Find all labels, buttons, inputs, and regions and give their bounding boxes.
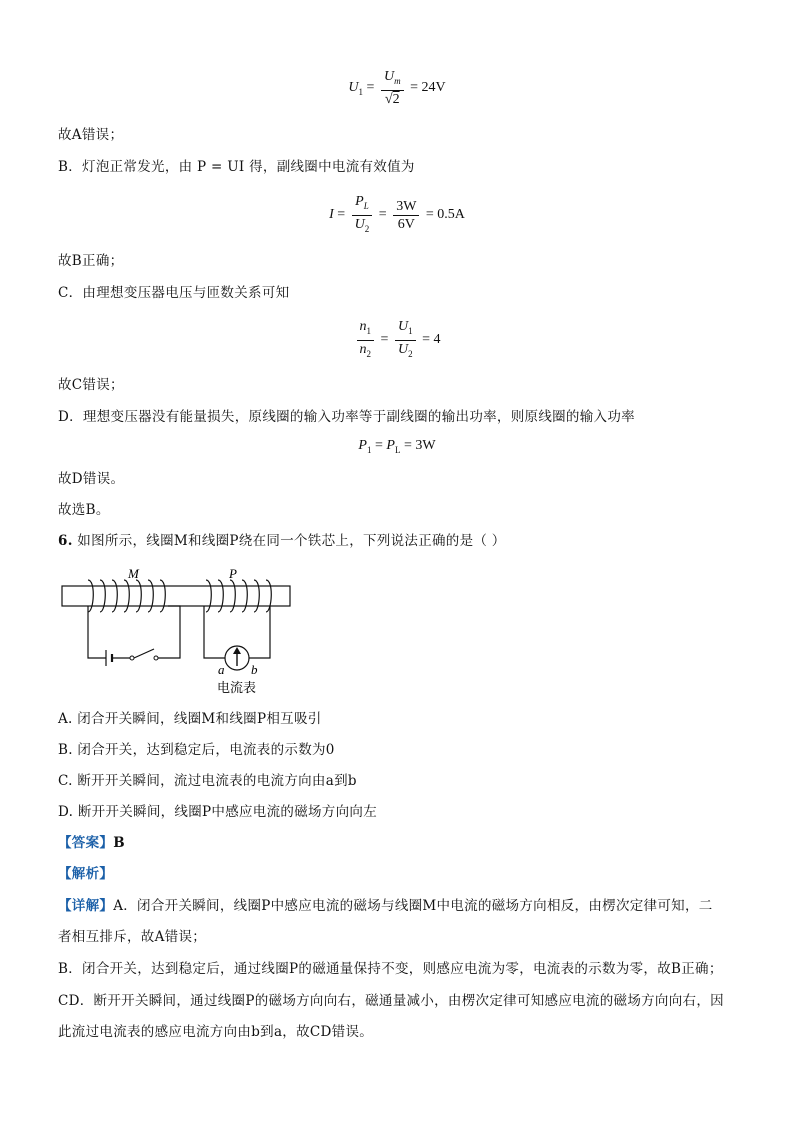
line-c-intro: C．由理想变压器电压与匝数关系可知 [58,285,290,301]
iron-core [62,586,290,606]
label-coil-m: M [128,566,139,581]
label-coil-p: P [229,566,237,581]
detail-line-2: 者相互排斥，故A错误； [58,929,207,945]
detail-line-4: CD．断开开关瞬间，通过线圈P的磁场方向向右，磁通量减小，由楞次定律可知感应电流的磁场方向向右，因 [58,993,724,1009]
switch-contact [130,656,134,660]
line-a-wrong: 故A错误； [58,127,124,143]
equation-current: I = $\frac{P_L}{U_2}$ = $\frac{3W}{6V}$ = 0.5A [329,194,465,234]
line-choose: 故选B。 [58,502,110,518]
question-stem: 6. 如图所示，线圈M和线圈P绕在同一个铁芯上，下列说法正确的是（ ） [58,533,506,549]
answer-line: 【答案】B [58,835,125,851]
option-d: D. 断开开关瞬间，线圈P中感应电流的磁场方向向左 [58,804,378,820]
line-d-wrong: 故D错误。 [58,471,125,487]
label-ammeter: 电流表 [217,680,257,695]
detail-line-1: 【详解】A．闭合开关瞬间，线圈P中感应电流的磁场与线圈M中电流的磁场方向相反，由楞次定律可知，二 [58,898,713,914]
switch-contact [154,656,158,660]
line-b-right: 故B正确； [58,253,124,269]
line-b-intro: B．灯泡正常发光，由 P = UI 得，副线圈中电流有效值为 [58,159,415,175]
line-c-wrong: 故C错误； [58,377,124,393]
equation-u1: $U_1$ = $\frac{U_m}{√2}$ = 24V [348,69,446,107]
coil-circuit-figure [58,562,298,702]
option-b: B. 闭合开关，达到稳定后，电流表的示数为0 [58,742,335,758]
equation-turns-ratio: $\frac{n_1}{n_2}$ = $\frac{U_1}{U_2}$ = 4 [0,318,794,363]
detail-line-3: B．闭合开关，达到稳定后，通过线圈P的磁通量保持不变，则感应电流为零，电流表的示数为零，故B正确； [58,961,723,977]
option-a: A. 闭合开关瞬间，线圈M和线圈P相互吸引 [58,711,322,727]
equation-power: $P_1 = P_L = 3W$ [358,438,436,455]
analysis-line: 【解析】 [58,866,114,882]
line-d-intro: D．理想变压器没有能量损失，原线圈的输入功率等于副线圈的输出功率，则原线圈的输入功率 [58,409,635,425]
label-terminal-b: b [251,662,258,677]
label-terminal-a: a [218,662,225,677]
detail-line-5: 此流过电流表的感应电流方向由b到a，故CD错误。 [58,1024,374,1040]
option-c: C. 断开开关瞬间，流过电流表的电流方向由a到b [58,773,357,789]
